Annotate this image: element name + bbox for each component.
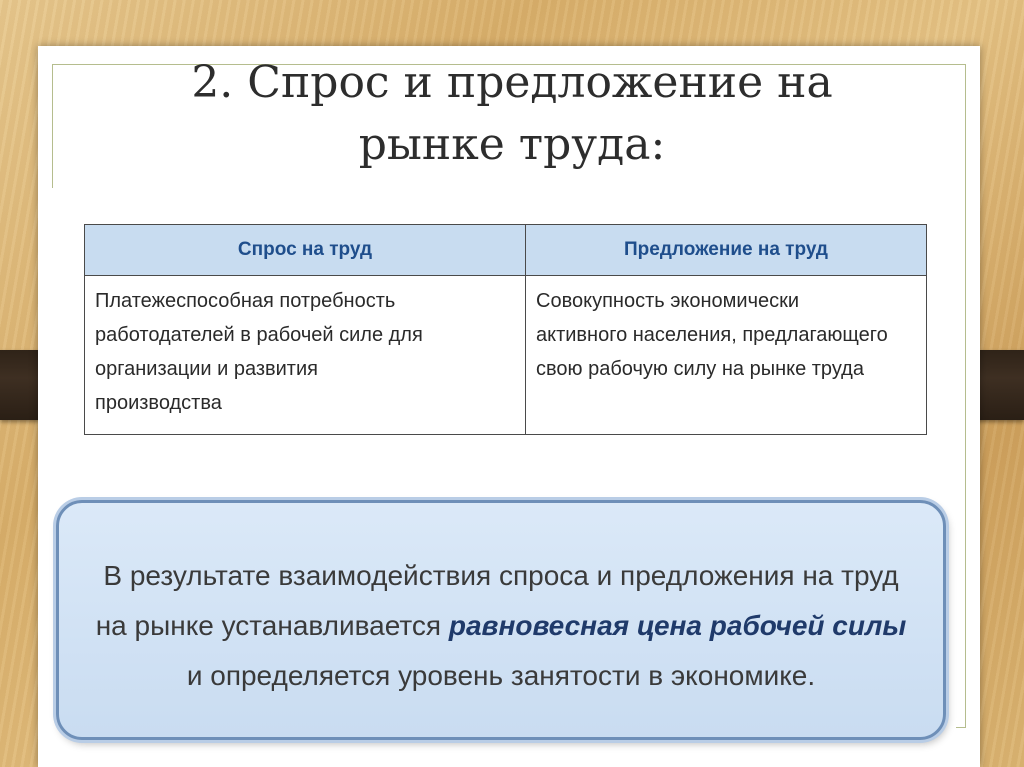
conclusion-emphasis: равновесная цена рабочей силы (448, 610, 907, 641)
comparison-table (84, 224, 927, 435)
slide-title (0, 52, 1024, 176)
conclusion-line-1: В результате взаимодействия спроса и предложения на труд (103, 560, 899, 591)
conclusion-box (56, 500, 946, 740)
conclusion-line-2 (59, 601, 943, 651)
cell-line: организации и развития (95, 358, 318, 380)
cell-line: работодателей в рабочей силе для (95, 324, 423, 346)
table-header-row (85, 225, 927, 276)
cell-line: производства (95, 392, 222, 414)
left-strap-decoration (0, 350, 40, 420)
cell-line: свою рабочую силу на рынке труда (536, 358, 864, 380)
cell-line: активного населения, предлагающего (536, 324, 888, 346)
table-row (85, 276, 927, 435)
cell-line: Платежеспособная потребность (95, 290, 396, 312)
slide-title-line-1: 2. Спрос и предложение на (191, 57, 833, 108)
conclusion-line-3: и определяется уровень занятости в экономике. (186, 660, 816, 691)
content-insert (44, 188, 956, 750)
header-supply: Предложение на труд (526, 225, 927, 276)
header-demand: Спрос на труд (85, 225, 526, 276)
cell-line: Совокупность экономически (536, 290, 800, 312)
slide-title-line-2: рынке труда: (358, 119, 666, 170)
cell-demand-definition (85, 276, 526, 435)
cell-supply-definition (526, 276, 927, 435)
conclusion-line-2-prefix: на рынке устанавливается (95, 610, 449, 641)
